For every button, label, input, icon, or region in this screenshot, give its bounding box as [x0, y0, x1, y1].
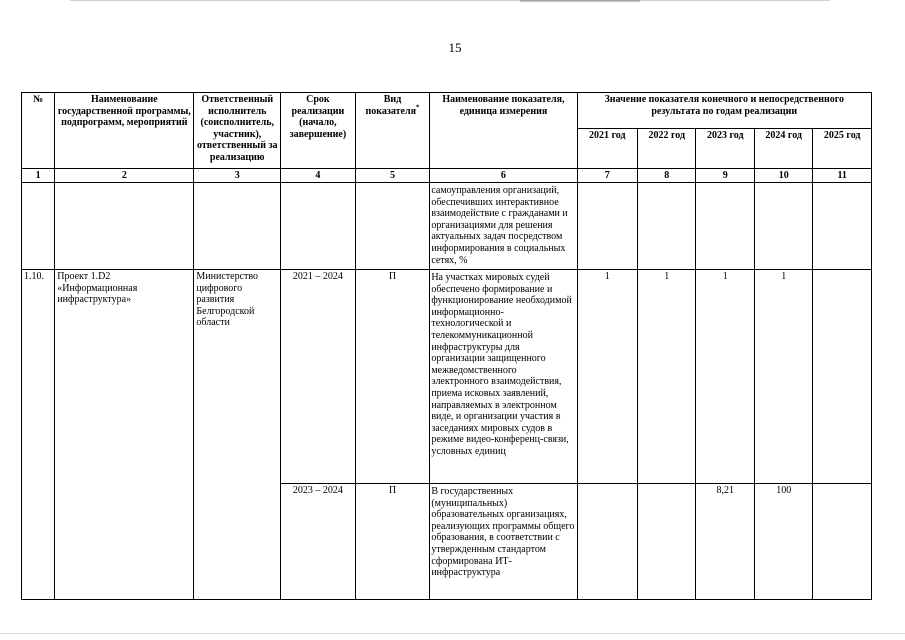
header-year: 2022 год — [638, 129, 696, 169]
row-value-2023 — [696, 183, 754, 270]
column-number: 5 — [355, 169, 430, 183]
row-value-2022 — [638, 484, 696, 600]
row-program-name — [55, 183, 194, 270]
header-year: 2021 год — [577, 129, 637, 169]
row-value-2024: 1 — [754, 270, 812, 484]
row-value-2024: 100 — [754, 484, 812, 600]
row-num: 1.10. — [22, 270, 55, 600]
table-row — [22, 270, 872, 484]
row-period: 2023 – 2024 — [281, 484, 356, 600]
row-indicator-name: самоуправления организаций, обеспечивших интерактивное взаимодействие с гражданами и организациями для решения актуальных задач посредством информирования в социальных сетях, % — [430, 183, 577, 270]
row-value-2021: 1 — [577, 270, 637, 484]
header-indicator-type — [355, 93, 430, 169]
header-period: Срок реализации (начало, завершение) — [281, 93, 356, 169]
row-value-2025 — [813, 484, 872, 600]
row-indicator-type: П — [355, 270, 430, 484]
row-value-2021 — [577, 484, 637, 600]
column-number: 3 — [194, 169, 281, 183]
row-executor: Министерство цифрового развития Белгородской области — [194, 270, 281, 600]
row-executor — [194, 183, 281, 270]
row-indicator-name: В государственных (муниципальных) образовательных организациях, реализующих программы общего образования, в соответствии с утвержденным стандартом сформирована ИТ-инфраструктура — [430, 484, 577, 600]
row-num — [22, 183, 55, 270]
row-value-2025 — [813, 270, 872, 484]
row-value-2022 — [638, 183, 696, 270]
row-value-2025 — [813, 183, 872, 270]
row-value-2022: 1 — [638, 270, 696, 484]
table-row — [22, 183, 872, 270]
column-number: 10 — [754, 169, 812, 183]
scan-edge-mark — [520, 0, 640, 2]
row-value-2023: 1 — [696, 270, 754, 484]
header-year: 2024 год — [754, 129, 812, 169]
row-period: 2021 – 2024 — [281, 270, 356, 484]
column-number: 7 — [577, 169, 637, 183]
column-number: 11 — [813, 169, 872, 183]
header-values-group: Значение показателя конечного и непосредственного результата по годам реализации — [577, 93, 871, 129]
row-indicator-type — [355, 183, 430, 270]
column-number: 8 — [638, 169, 696, 183]
column-number: 9 — [696, 169, 754, 183]
scan-edge-top — [70, 0, 830, 1]
row-indicator-type: П — [355, 484, 430, 600]
header-year: 2023 год — [696, 129, 754, 169]
row-period — [281, 183, 356, 270]
row-program-name: Проект 1.D2 «Информационная инфраструктура» — [55, 270, 194, 600]
column-number-row — [22, 169, 872, 183]
footnote-mark: * — [416, 103, 420, 112]
header-indicator-name: Наименование показателя, единица измерения — [430, 93, 577, 169]
column-number: 2 — [55, 169, 194, 183]
column-number: 4 — [281, 169, 356, 183]
page-number: 15 — [448, 40, 462, 55]
column-number: 1 — [22, 169, 55, 183]
program-table — [21, 92, 872, 600]
scan-edge-bottom — [0, 633, 905, 634]
row-value-2021 — [577, 183, 637, 270]
row-indicator-name: На участках мировых судей обеспечено формирование и функционирование необходимой информационно-технологической и телекоммуникационной инфраструктуры для организации защищенного межведомственного электронного взаимодействия, приема исковых заявлений, направляемых в электронном виде, и организации участия в заседаниях мировых судов в режиме видео-конференц-связи, условных единиц — [430, 270, 577, 484]
header-executor: Ответственный исполнитель (соисполнитель, участник), ответственный за реализацию — [194, 93, 281, 169]
header-row — [22, 93, 872, 129]
header-num: № — [22, 93, 55, 169]
row-value-2023: 8,21 — [696, 484, 754, 600]
header-program-name: Наименование государственной программы, подпрограмм, мероприятий — [55, 93, 194, 169]
header-indicator-type-label: Вид показателя — [365, 94, 417, 117]
column-number: 6 — [430, 169, 577, 183]
row-value-2024 — [754, 183, 812, 270]
header-year: 2025 год — [813, 129, 872, 169]
